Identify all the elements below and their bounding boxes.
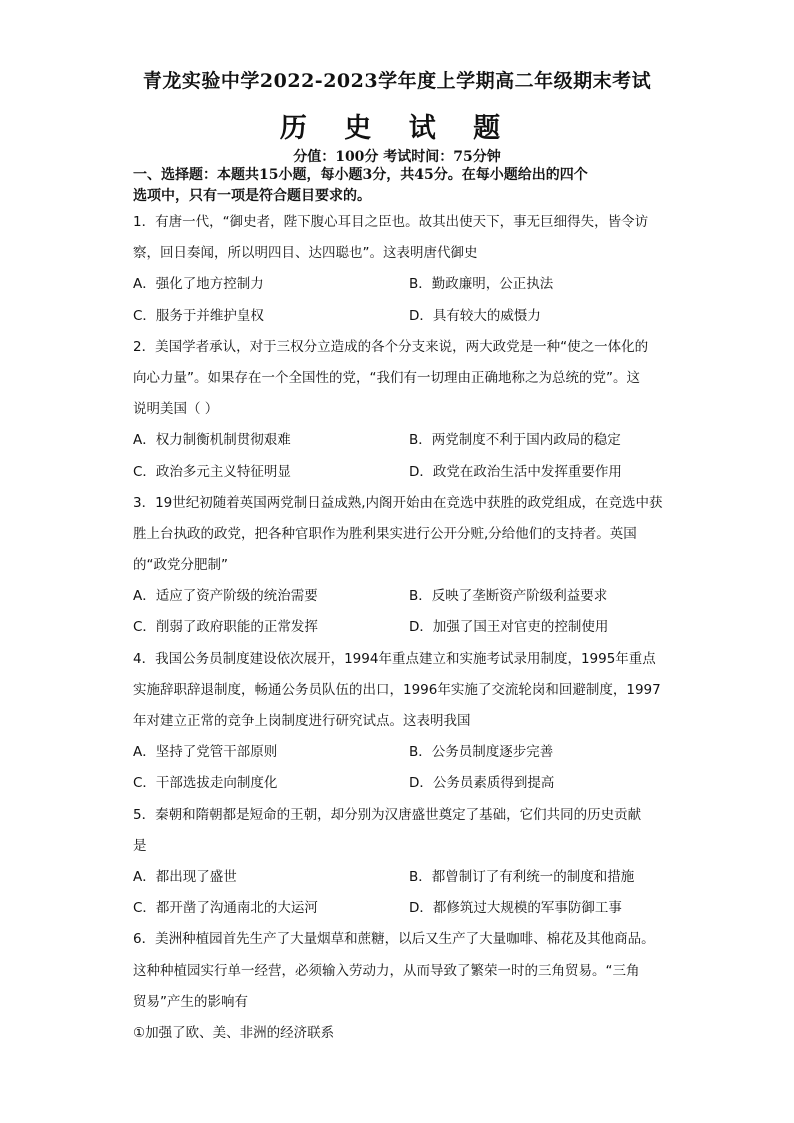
question-stem-line: 的“政党分肥制” [133, 557, 228, 574]
answer-option[interactable]: D．加强了国王对官吏的控制使用 [409, 619, 609, 636]
answer-option[interactable]: A．都出现了盛世 [133, 868, 237, 885]
question-stem-line: 4．我国公务员制度建设依次展开，1994年重点建立和实施考试录用制度，1995年重点 [133, 650, 656, 667]
question-block [133, 488, 668, 644]
question-list [133, 207, 668, 1049]
option-row [133, 862, 668, 893]
answer-option[interactable]: B．公务员制度逐步完善 [409, 744, 554, 761]
section-heading [133, 165, 668, 207]
answer-option[interactable]: C．服务于并维护皇权 [133, 307, 264, 324]
exam-title: 历 史 试 题 [279, 113, 515, 144]
option-row [133, 768, 668, 799]
option-row [133, 269, 668, 300]
option-row [133, 893, 668, 924]
question-stem-line: 1．有唐一代，“御史者，陛下腹心耳目之臣也。故其出使天下，事无巨细得失，皆令访 [133, 214, 649, 230]
question-stem-line: 2．美国学者承认，对于三权分立造成的各个分支来说，两大政党是一种“使之一体化的 [133, 338, 649, 355]
question-stem-line: 说明美国（ ） [133, 401, 219, 418]
question-stem-line: 这种种植园实行单一经营，必须输入劳动力，从而导致了繁荣一时的三角贸易。“三角 [133, 962, 640, 979]
answer-option[interactable]: B．都曾制订了有利统一的制度和措施 [409, 868, 635, 885]
exam-meta: 分值：100分 考试时间：75分钟 [293, 149, 501, 165]
option-row [133, 457, 668, 488]
question-block [133, 924, 668, 1049]
question-block [133, 800, 668, 925]
answer-option[interactable]: D．政党在政治生活中发挥重要作用 [409, 463, 622, 480]
question-block [133, 332, 668, 488]
answer-option[interactable]: B．两党制度不利于国内政局的稳定 [409, 432, 621, 449]
answer-option[interactable]: A．坚持了党管干部原则 [133, 744, 278, 761]
answer-option[interactable]: D．具有较大的威慑力 [409, 307, 541, 324]
question-stem-line: 5．秦朝和隋朝都是短命的王朝，却分别为汉唐盛世奠定了基础，它们共同的历史贡献 [133, 806, 642, 823]
question-stem-line: 向心力量”。如果存在一个全国性的党，“我们有一切理由正确地称之为总统的党”。这 [133, 369, 640, 386]
section-heading-line: 一、选择题：本题共15小题，每小题3分，共45分。在每小题给出的四个 [133, 167, 588, 183]
question-stem-line: 6．美洲种植园首先生产了大量烟草和蔗糖，以后又生产了大量咖啡、棉花及其他商品。 [133, 931, 655, 948]
answer-option[interactable]: A．权力制衡机制贯彻艰难 [133, 432, 291, 449]
question-stem-line: ①加强了欧、美、非洲的经济联系 [133, 1024, 335, 1041]
answer-option[interactable]: D．都修筑过大规模的军事防御工事 [409, 900, 622, 917]
question-stem-line: 3．19世纪初随着英国两党制日益成熟,内阁开始由在竞选中获胜的政党组成，在竞选中获 [133, 494, 663, 511]
question-stem-line: 年对建立正常的竞争上岗制度进行研究试点。这表明我国 [133, 713, 471, 729]
question-stem-line: 胜上台执政的政党，把各种官职作为胜利果实进行公开分赃,分给他们的支持者。英国 [133, 525, 637, 542]
question-stem-line: 贸易”产生的影响有 [133, 993, 248, 1010]
section-heading-line: 选项中，只有一项是符合题目要求的。 [133, 188, 371, 204]
answer-option[interactable]: C．削弱了政府职能的正常发挥 [133, 619, 318, 636]
answer-option[interactable]: B．反映了垄断资产阶级利益要求 [409, 588, 608, 605]
option-row [133, 301, 668, 332]
question-stem-line: 实施辞职辞退制度，畅通公务员队伍的出口，1996年实施了交流轮岗和回避制度，1997 [133, 681, 661, 698]
question-stem-line: 是 [133, 837, 147, 854]
answer-option[interactable]: B．勤政廉明，公正执法 [409, 276, 554, 293]
question-block [133, 207, 668, 332]
option-row [133, 425, 668, 456]
answer-option[interactable]: D．公务员素质得到提高 [409, 775, 555, 792]
option-row [133, 581, 668, 612]
answer-option[interactable]: A．强化了地方控制力 [133, 276, 264, 293]
answer-option[interactable]: A．适应了资产阶级的统治需要 [133, 588, 318, 605]
school-title: 青龙实验中学2022-2023学年度上学期高二年级期末考试 [142, 70, 652, 92]
option-row [133, 612, 668, 643]
answer-option[interactable]: C．政治多元主义特征明显 [133, 463, 291, 480]
option-row [133, 737, 668, 768]
question-stem-line: 察，回日奏闻，所以明四目、达四聪也”。这表明唐代御史 [133, 245, 478, 262]
answer-option[interactable]: C．都开凿了沟通南北的大运河 [133, 900, 318, 917]
answer-option[interactable]: C．干部选拔走向制度化 [133, 775, 278, 792]
question-block [133, 644, 668, 800]
